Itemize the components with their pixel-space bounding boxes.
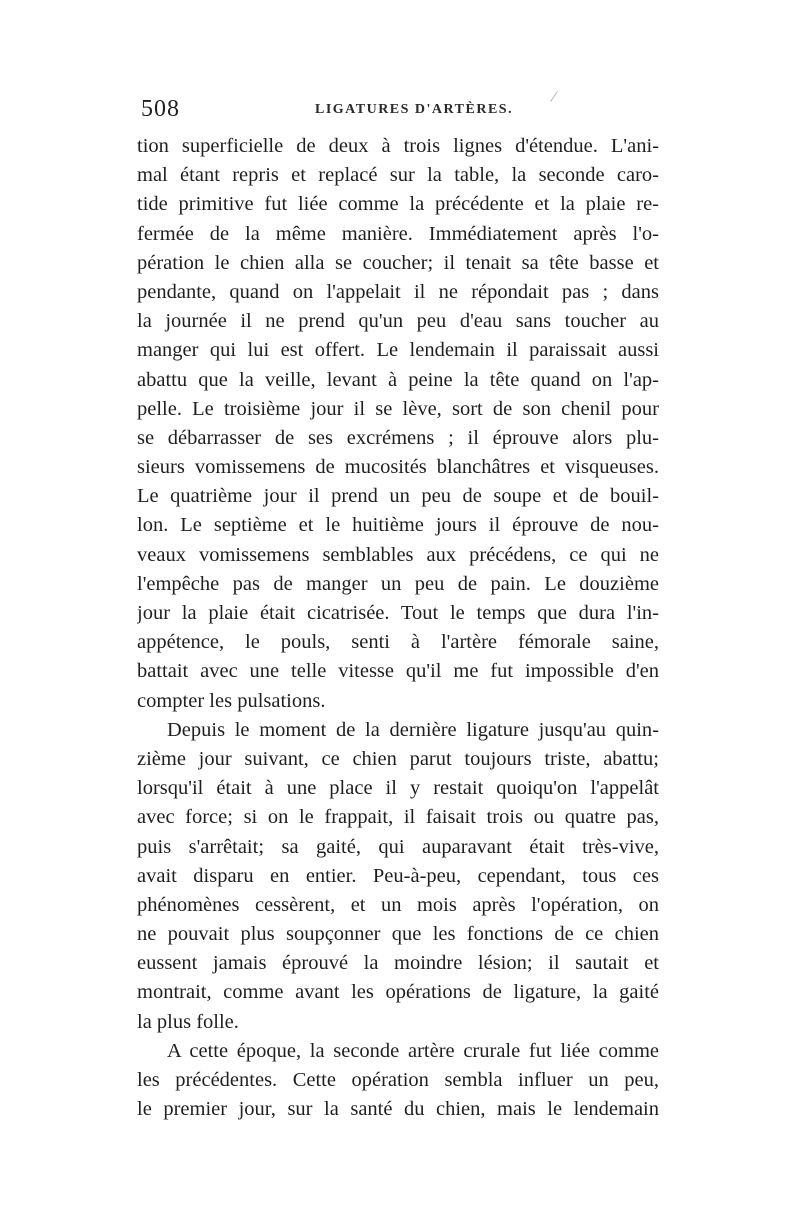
running-title: LIGATURES D'ARTÈRES.: [315, 102, 514, 117]
page-header: [141, 96, 671, 126]
text-line: manger qui lui est offert. Le lendemain il paraissait aussi: [137, 339, 659, 362]
text-line: lorsqu'il était à une place il y restait quoiqu'on l'appelât: [137, 777, 659, 800]
text-line: puis s'arrêtait; sa gaité, qui auparavant était très-vive,: [137, 835, 659, 858]
text-line: veaux vomissemens semblables aux précédens, ce qui ne: [137, 543, 659, 566]
text-line: phénomènes cessèrent, et un mois après l'opération, on: [137, 893, 659, 916]
text-line: lon. Le septième et le huitième jours il éprouve de nou-: [137, 514, 659, 537]
text-line: avec force; si on le frappait, il faisait trois ou quatre pas,: [137, 806, 659, 829]
text-line: abattu que la veille, levant à peine la tête quand on l'ap-: [137, 368, 659, 391]
text-line: tide primitive fut liée comme la précédente et la plaie re-: [137, 193, 659, 216]
text-line: sieurs vomissemens de mucosités blanchâtres et visqueuses.: [137, 456, 659, 479]
text-line: eussent jamais éprouvé la moindre lésion; il sautait et: [137, 952, 659, 975]
text-line: compter les pulsations.: [137, 689, 326, 712]
text-line: appétence, le pouls, senti à l'artère fémorale saine,: [137, 631, 659, 654]
text-line: pendante, quand on l'appelait il ne répondait pas ; dans: [137, 280, 659, 303]
text-line: la plus folle.: [137, 1010, 239, 1033]
text-line: les précédentes. Cette opération sembla influer un peu,: [137, 1069, 659, 1091]
text-line: tion superficielle de deux à trois lignes d'étendue. L'ani-: [137, 135, 659, 157]
text-line: jour la plaie était cicatrisée. Tout le temps que dura l'in-: [137, 602, 659, 624]
text-line: fermée de la même manière. Immédiatement après l'o-: [137, 222, 659, 245]
text-line: le premier jour, sur la santé du chien, mais le lendemain: [137, 1098, 659, 1121]
text-line: avait disparu en entier. Peu-à-peu, cependant, tous ces: [137, 864, 659, 887]
text-line: Depuis le moment de la dernière ligature jusqu'au quin-: [167, 718, 659, 741]
body-text: [137, 132, 659, 1124]
text-line: pelle. Le troisième jour il se lève, sort de son chenil pour: [137, 397, 659, 420]
text-line: Le quatrième jour il prend un peu de soupe et de bouil-: [137, 485, 659, 508]
text-line: mal étant repris et replacé sur la table, la seconde caro-: [137, 164, 659, 187]
text-line: ne pouvait plus soupçonner que les fonctions de ce chien: [137, 923, 659, 946]
text-line: montrait, comme avant les opérations de ligature, la gaité: [137, 981, 659, 1004]
page-number: 508: [141, 96, 180, 122]
text-line: pération le chien alla se coucher; il tenait sa tête basse et: [137, 251, 659, 274]
text-line: zième jour suivant, ce chien parut toujours triste, abattu;: [137, 747, 659, 770]
text-line: la journée il ne prend qu'un peu d'eau sans toucher au: [137, 310, 659, 333]
text-line: l'empêche pas de manger un peu de pain. Le douzième: [137, 572, 659, 595]
text-line: battait avec une telle vitesse qu'il me fut impossible d'en: [137, 660, 659, 683]
text-line: A cette époque, la seconde artère crurale fut liée comme: [167, 1039, 659, 1062]
text-line: se débarrasser de ses excrémens ; il éprouve alors plu-: [137, 426, 659, 449]
